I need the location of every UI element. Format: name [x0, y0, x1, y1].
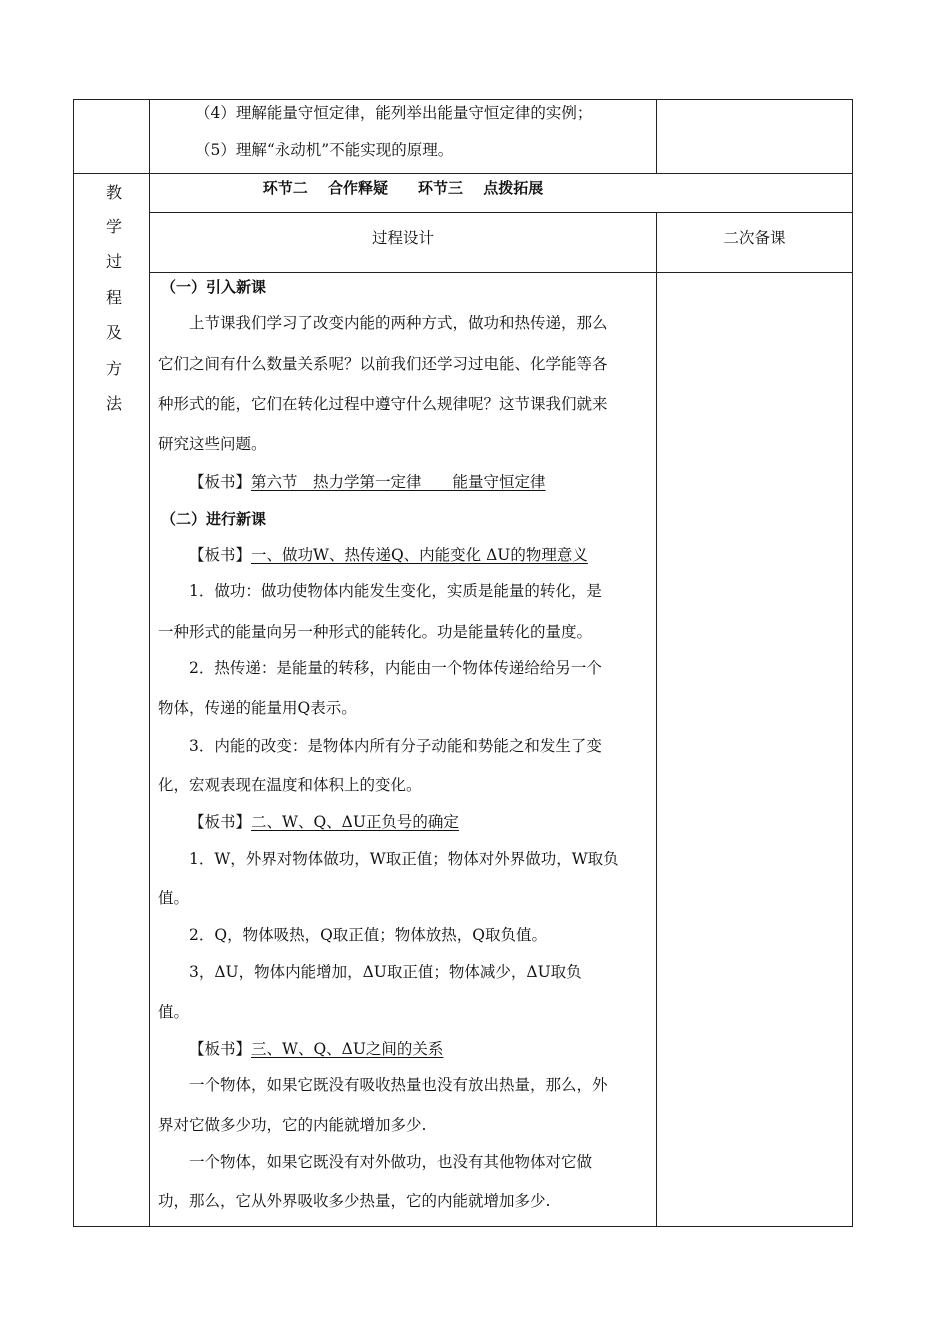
board-note-label: 【板书】 [189, 813, 252, 831]
paragraph-line: 物体，传递的能量用Q表示。 [158, 699, 357, 717]
paragraph-line: 功，那么，它从外界吸收多少热量，它的内能就增加多少. [158, 1192, 551, 1210]
paragraph-line: 3，ΔU，物体内能增加，ΔU取正值；物体减少，ΔU取负 [189, 963, 582, 981]
column-header-design: 过程设计 [371, 229, 434, 247]
board-note-text: 三、W、Q、ΔU之间的关系 [251, 1040, 444, 1058]
board-note-1 [189, 472, 546, 492]
table-right-border [852, 99, 853, 1227]
paragraph-line: 值。 [158, 889, 190, 907]
objective-item-4: （4）理解能量守恒定律，能列举出能量守恒定律的实例； [195, 104, 593, 122]
row-divider-objectives [73, 173, 853, 174]
column-header-backup: 二次备课 [723, 229, 786, 247]
col-divider-side [149, 99, 150, 1227]
col-divider-backup [656, 212, 657, 1227]
board-note-text: 二、W、Q、ΔU正负号的确定 [251, 813, 459, 831]
paragraph-line: 3．内能的改变：是物体内所有分子动能和势能之和发生了变 [189, 737, 602, 755]
board-note-4 [189, 1039, 443, 1059]
table-left-border [73, 99, 74, 1227]
board-note-label: 【板书】 [189, 473, 252, 491]
paragraph-line: 上节课我们学习了改变内能的两种方式，做功和热传递，那么 [189, 314, 608, 332]
paragraph-line: 1．做功：做功使物体内能发生变化，实质是能量的转化，是 [189, 582, 602, 600]
paragraph-line: 值。 [158, 1003, 190, 1021]
table-top-border [73, 99, 853, 100]
table-bottom-border [73, 1226, 853, 1227]
paragraph-line: 2．Q，物体吸热，Q取正值；物体放热，Q取负值。 [189, 926, 547, 944]
paragraph-line: 界对它做多少功，它的内能就增加多少. [158, 1116, 427, 1134]
side-label-char: 程 [105, 288, 122, 307]
board-note-label: 【板书】 [189, 546, 252, 564]
col-divider-backup-top [656, 99, 657, 174]
paragraph-line: 种形式的能，它们在转化过程中遵守什么规律呢？这节课我们就来 [158, 395, 608, 413]
paragraph-line: 化，宏观表现在温度和体积上的变化。 [158, 776, 422, 794]
row-divider-stage [149, 212, 853, 213]
section-title-new: （二）进行新课 [161, 510, 267, 528]
side-label-char: 过 [105, 252, 122, 271]
side-label-char: 学 [105, 217, 122, 236]
paragraph-line: 研究这些问题。 [158, 435, 267, 453]
side-label-char: 方 [105, 359, 122, 378]
section-title-intro: （一）引入新课 [161, 278, 267, 296]
paragraph-line: 1．W，外界对物体做功，W取正值；物体对外界做功，W取负 [189, 850, 619, 868]
stage-header: 环节二 合作释疑 环节三 点拨拓展 [262, 179, 544, 197]
side-label-char: 教 [105, 183, 122, 202]
side-label-char: 法 [105, 394, 122, 413]
objective-item-5: （5）理解“永动机”不能实现的原理。 [195, 141, 454, 159]
side-label-char: 及 [105, 323, 122, 342]
row-divider-columns [149, 272, 853, 273]
paragraph-line: 一个物体，如果它既没有对外做功，也没有其他物体对它做 [189, 1153, 593, 1171]
paragraph-line: 2．热传递：是能量的转移，内能由一个物体传递给给另一个 [189, 659, 602, 677]
board-note-2 [189, 545, 588, 565]
paragraph-line: 一个物体，如果它既没有吸收热量也没有放出热量，那么，外 [189, 1076, 608, 1094]
board-note-3 [189, 812, 459, 832]
paragraph-line: 一种形式的能量向另一种形式的能转化。功是能量转化的量度。 [158, 623, 593, 641]
board-note-label: 【板书】 [189, 1040, 252, 1058]
paragraph-line: 它们之间有什么数量关系呢？以前我们还学习过电能、化学能等各 [158, 355, 608, 373]
board-note-text: 第六节 热力学第一定律 能量守恒定律 [251, 473, 546, 491]
board-note-text: 一、做功W、热传递Q、内能变化 ΔU的物理意义 [251, 546, 588, 564]
